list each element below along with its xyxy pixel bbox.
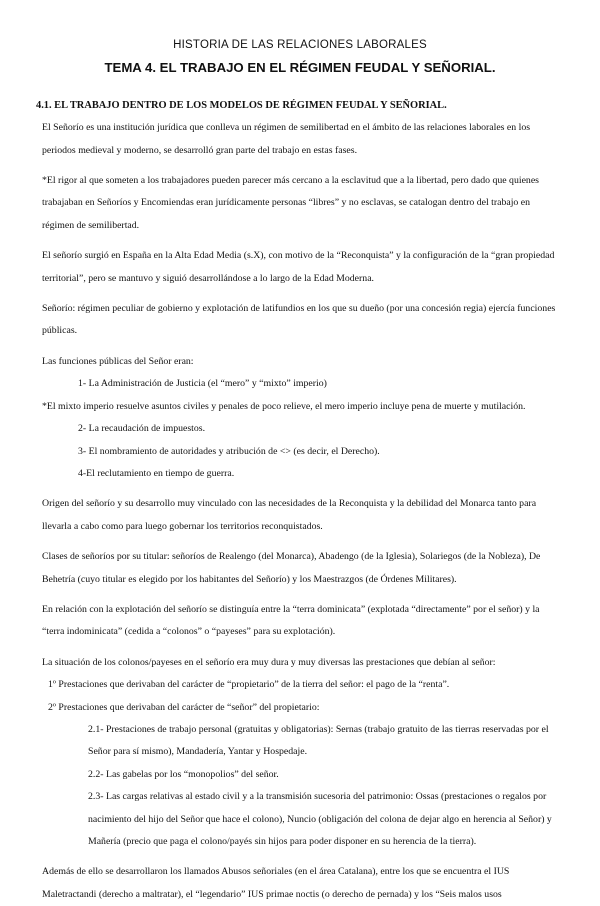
- paragraph-mixto-imperio-note: *El mixto imperio resuelve asuntos civiles y penales de poco relieve, el mero imperio incluye pena de muerte y mutilación.: [42, 400, 526, 412]
- paragraph-rigor-note: *El rigor al que someten a los trabajadores pueden parecer más cercano a la esclavitud que a la libertad, pero dado que quienes trabajaban en Señoríos y Encomiendas eran jurídicamente personas “libres” y no esclavas, se catalogan dentro del trabajo en régimen de semilibertad.: [42, 175, 539, 231]
- paragraph-senorio-regimen: Señorío: régimen peculiar de gobierno y explotación de latifundios en los que su dueño (por una concesión regia) ejercía funciones públicas.: [42, 303, 556, 337]
- paragraph-origin-reconquista: Origen del señorío y su desarrollo muy vinculado con las necesidades de la Reconquista y la debilidad del Monarca tanto para llevarla a cabo como para luego gobernar los territorios reconquistados.: [42, 498, 537, 532]
- list-item-prestacion-2-2: 2.2- Las gabelas por los “monopolios” del señor.: [88, 768, 279, 780]
- paragraph-functions-intro: Las funciones públicas del Señor eran:: [42, 355, 194, 367]
- list-item-prestacion-2-1: 2.1- Prestaciones de trabajo personal (gratuitas y obligatorias): Sernas (trabajo gratuito de las tierras reservadas por el Señor para sí mismo), Mandadería, Yantar y Hospedaje.: [88, 723, 549, 758]
- paragraph-senorio-definition: El Señorío es una institución jurídica que conlleva un régimen de semilibertad en el ámbito de las relaciones laborales en los periodos medieval y moderno, se desarrolló gran parte del trabajo en estas fases.: [42, 122, 531, 156]
- paragraph-terra-dominicata: En relación con la explotación del señorío se distinguía entre la “terra dominicata” (explotada “directamente” por el señor) y la “terra indominicata” (cedida a “colonos” o “payeses” para su explotación).: [42, 603, 540, 638]
- list-item-prestacion-1: 1º Prestaciones que derivaban del carácter de “propietario” de la tierra del señor: el pago de la “renta”.: [48, 679, 450, 691]
- list-item-function-1: 1- La Administración de Justicia (el “mero” y “mixto” imperio): [78, 378, 327, 390]
- list-item-function-4: 4-El reclutamiento en tiempo de guerra.: [78, 467, 235, 479]
- list-item-prestacion-2: 2º Prestaciones que derivaban del carácter de “señor” del propietario:: [48, 701, 320, 713]
- paragraph-abusos-senoriales: Además de ello se desarrollaron los llamados Abusos señoriales (en el área Catalana), entre los que se encuentra el IUS Maletractandi (derecho a maltratar), el “legendario” IUS primae noctis (o derecho de pernada) y los “Seis malos usos: [42, 866, 510, 900]
- list-item-prestacion-2-3: 2.3- Las cargas relativas al estado civil y a la transmisión sucesoria del patrimonio: Ossas (prestaciones o regalos por nacimiento del hijo del Señor que hace el colono), Nuncio (obligación del colona de dejar algo en herencia al Señor) y Mañería (precio que paga el colono/payés sin hijos para poder disponer en su herencia de la tierra).: [88, 791, 552, 847]
- list-item-function-2: 2- La recaudación de impuestos.: [78, 423, 206, 435]
- paragraph-classes-of-senorios: Clases de señoríos por su titular: señoríos de Realengo (del Monarca), Abadengo (de la Iglesia), Solariegos (de la Nobleza), De Behetría (cuyo titular es elegido por los habitantes del Señorío) y los Maestrazgos (de Órdenes Militares).: [42, 551, 541, 585]
- section-heading: 4.1. EL TRABAJO DENTRO DE LOS MODELOS DE RÉGIMEN FEUDAL Y SEÑORIAL.: [36, 99, 447, 111]
- subject-heading: HISTORIA DE LAS RELACIONES LABORALES: [173, 39, 427, 51]
- list-item-function-3: 3- El nombramiento de autoridades y atribución de <> (es decir, el Derecho).: [78, 445, 380, 457]
- paragraph-origin-spain: El señorío surgió en España en la Alta Edad Media (s.X), con motivo de la “Reconquista” y la configuración de la “gran propiedad territorial”, pero se mantuvo y siguió desarrollándose a lo largo de la Edad Moderna.: [42, 250, 555, 284]
- page-title: TEMA 4. EL TRABAJO EN EL RÉGIMEN FEUDAL Y SEÑORIAL.: [104, 60, 496, 76]
- paragraph-colonos-situation: La situación de los colonos/payeses en el señorío era muy dura y muy diversas las prestaciones que debían al señor:: [42, 656, 496, 668]
